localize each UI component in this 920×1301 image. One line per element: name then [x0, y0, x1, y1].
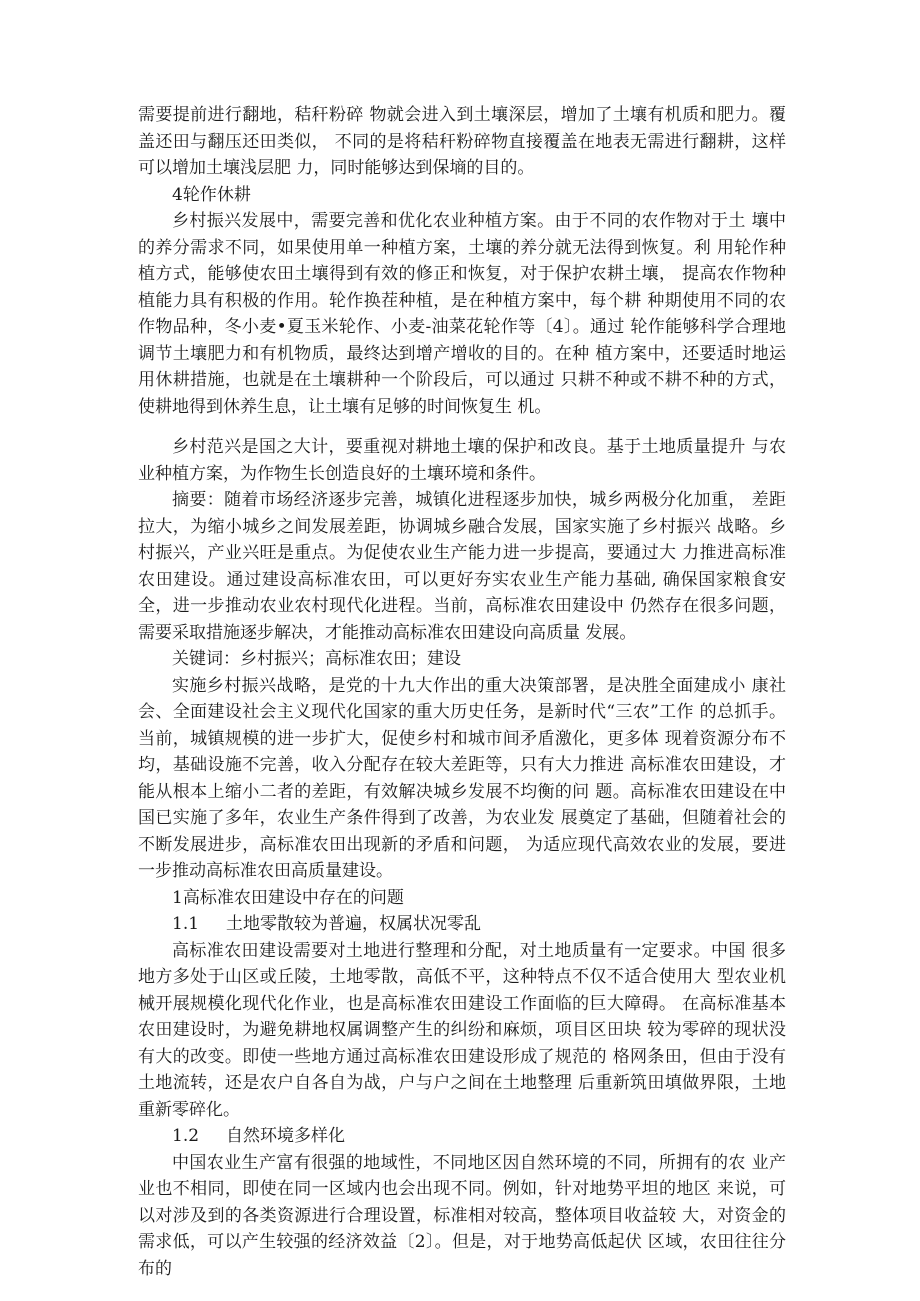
heading-section-1-1: 1.1 土地零散较为普遍，权属状况零乱: [172, 914, 482, 934]
paragraph-introduction: 实施乡村振兴战略，是党的十九大作出的重大决策部署，是决胜全面建成小 康社会、全面建设社会主义现代化国家的重大历史任务，是新时代“三农”工作 的总抓手。当前，城镇规模的进一步扩大，促使乡村和城市间矛盾激化，更多体 现着资源分布不均，基础设施不完善，收入分配存在较大差距等，只有大力推进 高标准农田建设，才能从根本上缩小二者的差距，有效解决城乡发展不均衡的问 题。高标准农田建设在中国已实施了多年，农业生产条件得到了改善，为农业发 展奠定了基础，但随着社会的不断发展进步，高标准农田出现新的矛盾和问题， 为适应现代高效农业的发展，要进一步推动高标准农田高质量建设。: [138, 675, 786, 881]
paragraph-natural-environment: 中国农业生产富有很强的地域性，不同地区因自然环境的不同，所拥有的农 业产业也不相同，即使在同一区域内也会出现不同。例如，针对地势平坦的地区 来说，可以对涉及到的各类资源进行合理设置，标准相对较高，整体项目收益较 大，对资金的需求低，可以产生较强的经济效益〔2〕。但是，对于地势高低起伏 区域，农田往往分布的: [138, 1152, 786, 1279]
paragraph-conclusion: 乡村范兴是国之大计，要重视对耕地土壤的保护和改良。基于土地质量提升 与农业种植方案，为作物生长创造良好的土壤环境和条件。: [138, 437, 786, 484]
paragraph-land-fragmentation: 高标准农田建设需要对土地进行整理和分配，对土地质量有一定要求。中国 很多地方多处于山区或丘陵，土地零散，高低不平，这种特点不仅不适合使用大 型农业机械开展规模化现代化作业，也是高标准农田建设工作面临的巨大障碍。 在高标准基本农田建设时，为避免耕地权属调整产生的纠纷和麻烦，项目区田块 较为零碎的现状没有大的改变。即使一些地方通过高标准农田建设形成了规范的 格网条田，但由于没有土地流转，还是农户自各自为战，户与户之间在土地整理 后重新筑田填做界限，土地重新零碎化。: [138, 940, 786, 1120]
paragraph-rotation-fallow: 乡村振兴发展中，需要完善和优化农业种植方案。由于不同的农作物对于土 壤中的养分需求不同，如果使用单一种植方案，土壤的养分就无法得到恢复。利 用轮作种植方式，能够使农田土壤得到有效的修正和恢复，对于保护农耕土壤， 提高农作物种植能力具有积极的作用。轮作换茬种植，是在种植方案中，每个耕 种期使用不同的农作物品种，冬小麦•夏玉米轮作、小麦-油菜花轮作等〔4〕。通过 轮作能够科学合理地调节土壤肥力和有机物质，最终达到增产增收的目的。在种 植方案中，还要适时地运用休耕措施，也就是在土壤耕种一个阶段后，可以通过 只耕不种或不耕不种的方式，使耕地得到休养生息，让土壤有足够的时间恢复生 机。: [138, 211, 786, 417]
heading-section-1-2: 1.2 自然环境多样化: [172, 1126, 346, 1146]
paragraph-abstract: 摘要：随着市场经济逐步完善，城镇化进程逐步加快，城乡两极分化加重， 差距拉大，为缩小城乡之间发展差距，协调城乡融合发展，国家实施了乡村振兴 战略。乡村振兴，产业兴旺是重点。为促使农业生产能力进一步提高，要通过大 力推进高标准农田建设。通过建设高标准农田，可以更好夯实农业生产能力基础, 确保国家粮食安全，进一步推动农业农村现代化进程。当前，高标准农田建设中 仍然存在很多问题，需要采取措施逐步解决，才能推动高标准农田建设向高质量 发展。: [138, 490, 786, 643]
paragraph-straw-return: 需要提前进行翻地，秸秆粉碎 物就会进入到土壤深层，增加了土壤有机质和肥力。覆盖还田与翻压还田类似， 不同的是将秸秆粉碎物直接覆盖在地表无需进行翻耕，这样可以增加土壤浅层肥 力，同时能够达到保墒的目的。: [138, 105, 786, 178]
heading-crop-rotation: 4轮作休耕: [172, 184, 251, 205]
paragraph-gap: [138, 420, 786, 434]
heading-section-1: 1高标准农田建设中存在的问题: [172, 887, 404, 908]
document-body: [138, 102, 786, 1282]
paragraph-keywords: 关键词：乡村振兴；高标准农田；建设: [172, 649, 461, 669]
